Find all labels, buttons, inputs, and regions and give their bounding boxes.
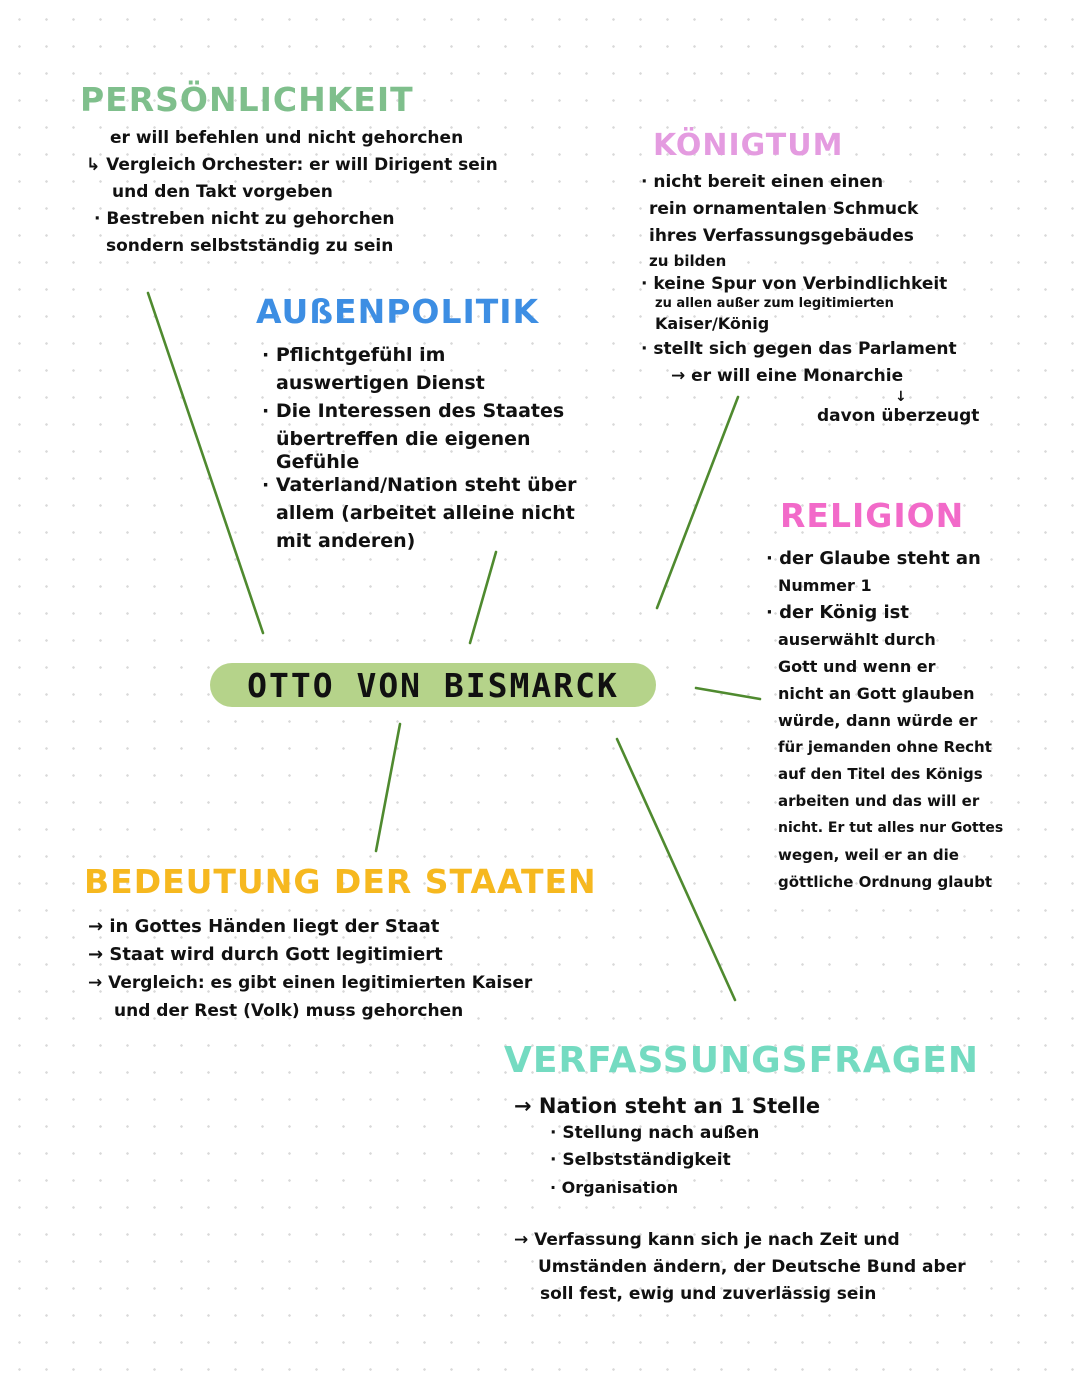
religion-line: Gott und wenn er: [778, 657, 936, 676]
aussenpolitik-line: · Die Interessen des Staates: [262, 400, 565, 422]
religion-text: [766, 545, 1003, 896]
religion-line: für jemanden ohne Recht: [778, 738, 992, 756]
connector-koenigtum: [657, 397, 738, 608]
koenigtum-line: → er will eine Monarchie: [671, 366, 904, 386]
religion-line: nicht an Gott glauben: [778, 684, 975, 703]
aussenpolitik-line: allem (arbeitet alleine nicht: [276, 502, 575, 524]
religion-line: auf den Titel des Königs: [778, 765, 983, 783]
koenigtum-line: zu allen außer zum legitimierten: [655, 296, 894, 311]
center-topic: [210, 663, 656, 707]
section-koenigtum: [641, 128, 980, 428]
religion-line: arbeiten und das will er: [778, 792, 980, 810]
bedeutung-line: → in Gottes Händen liegt der Staat: [88, 916, 440, 937]
persoenlichkeit-line: ↳ Vergleich Orchester: er will Dirigent sein: [86, 155, 498, 175]
verfassung-line: soll fest, ewig und zuverlässig sein: [540, 1284, 877, 1304]
center-title: OTTO VON BISMARCK: [247, 665, 619, 705]
religion-line: würde, dann würde er: [778, 711, 978, 730]
bedeutung-line: und der Rest (Volk) muss gehorchen: [114, 1001, 464, 1021]
connector-persoenlichkeit: [148, 293, 263, 633]
verfassung-text-b: [514, 1227, 979, 1308]
heading-religion: RELIGION: [780, 496, 965, 535]
persoenlichkeit-line: er will befehlen und nicht gehorchen: [110, 128, 464, 148]
heading-bedeutung: BEDEUTUNG DER STAATEN: [84, 862, 597, 901]
connector-religion: [696, 688, 760, 699]
aussenpolitik-text: [262, 341, 576, 555]
section-aussenpolitik: [256, 292, 576, 555]
religion-line: · der Glaube steht an: [766, 548, 981, 569]
heading-koenigtum: KÖNIGTUM: [653, 128, 844, 163]
heading-aussenpolitik: AUßENPOLITIK: [256, 292, 540, 331]
aussenpolitik-line: Gefühle: [276, 451, 360, 473]
connector-verfassung: [617, 739, 735, 1000]
bedeutung-text: [88, 913, 597, 1025]
section-religion: [766, 496, 1004, 896]
koenigtum-line: davon überzeugt: [817, 406, 980, 426]
aussenpolitik-line: auswertigen Dienst: [276, 372, 485, 394]
koenigtum-line: Kaiser/König: [655, 314, 770, 333]
persoenlichkeit-line: sondern selbstständig zu sein: [106, 236, 394, 256]
verfassung-line: · Stellung nach außen: [550, 1123, 760, 1143]
aussenpolitik-line: mit anderen): [276, 530, 416, 552]
persoenlichkeit-text: [86, 125, 498, 260]
verfassung-line: → Nation steht an 1 Stelle: [514, 1094, 821, 1118]
persoenlichkeit-line: · Bestreben nicht zu gehorchen: [94, 209, 395, 229]
heading-verfassung: VERFASSUNGSFRAGEN: [504, 1040, 980, 1081]
aussenpolitik-line: · Pflichtgefühl im: [262, 344, 446, 366]
koenigtum-line: ↓: [895, 389, 907, 405]
verfassung-line: → Verfassung kann sich je nach Zeit und: [514, 1230, 900, 1250]
aussenpolitik-line: · Vaterland/Nation steht über: [262, 474, 577, 496]
aussenpolitik-line: übertreffen die eigenen: [276, 428, 531, 450]
koenigtum-line: · keine Spur von Verbindlichkeit: [641, 274, 948, 294]
connector-bedeutung: [376, 724, 400, 851]
verfassung-line: · Organisation: [550, 1178, 679, 1197]
verfassung-line: Umständen ändern, der Deutsche Bund aber: [538, 1257, 966, 1277]
verfassung-line: · Selbstständigkeit: [550, 1150, 731, 1170]
religion-line: göttliche Ordnung glaubt: [778, 873, 993, 891]
bedeutung-line: → Staat wird durch Gott legitimiert: [88, 944, 443, 965]
section-persoenlichkeit: [80, 80, 498, 260]
bedeutung-line: → Vergleich: es gibt einen legitimierten Kaiser: [88, 973, 533, 993]
religion-line: wegen, weil er an die: [778, 846, 959, 864]
heading-persoenlichkeit: PERSÖNLICHKEIT: [80, 80, 414, 119]
connector-aussenpolitik: [470, 552, 496, 643]
koenigtum-line: zu bilden: [649, 252, 727, 270]
koenigtum-line: · stellt sich gegen das Parlament: [641, 339, 957, 359]
verfassung-text-a: [514, 1093, 979, 1201]
koenigtum-line: ihres Verfassungsgebäudes: [649, 226, 914, 246]
religion-line: · der König ist: [766, 602, 909, 623]
persoenlichkeit-line: und den Takt vorgeben: [112, 182, 333, 202]
koenigtum-line: rein ornamentalen Schmuck: [649, 199, 919, 219]
koenigtum-text: [641, 169, 979, 428]
section-verfassung: [504, 1040, 979, 1308]
koenigtum-line: · nicht bereit einen einen: [641, 172, 884, 192]
religion-line: Nummer 1: [778, 576, 872, 595]
section-bedeutung: [84, 862, 597, 1025]
religion-line: auserwählt durch: [778, 630, 936, 649]
religion-line: nicht. Er tut alles nur Gottes: [778, 820, 1004, 836]
